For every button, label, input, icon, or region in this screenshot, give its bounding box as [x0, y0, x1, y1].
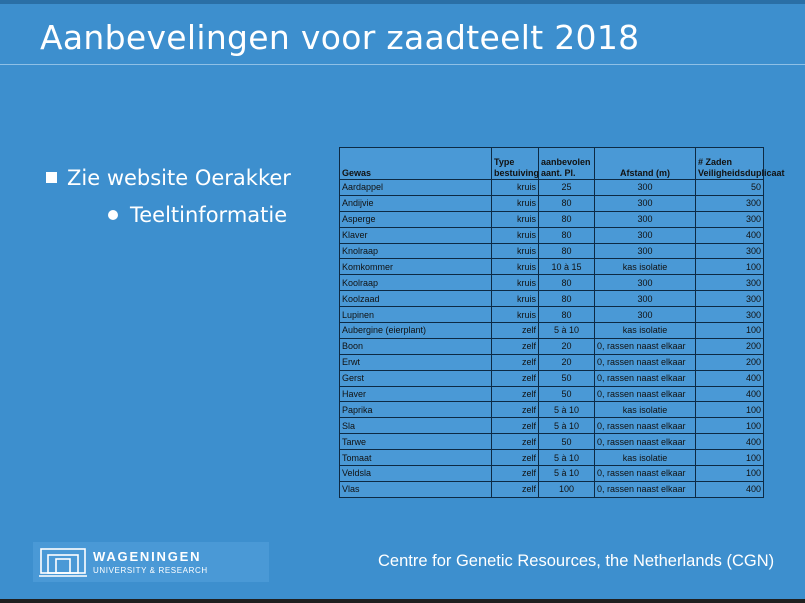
cell-afstand: 0, rassen naast elkaar	[595, 466, 696, 482]
cell-aantal: 80	[539, 291, 595, 307]
cell-bestuiving: zelf	[492, 370, 539, 386]
cell-gewas: Lupinen	[340, 307, 492, 323]
table-header-row	[340, 148, 764, 180]
logo-name: WAGENINGEN	[93, 549, 202, 564]
cell-bestuiving: zelf	[492, 450, 539, 466]
cell-aantal: 80	[539, 227, 595, 243]
cell-afstand: 0, rassen naast elkaar	[595, 481, 696, 497]
cell-aantal: 50	[539, 434, 595, 450]
cell-gewas: Aardappel	[340, 180, 492, 196]
crop-table-container	[339, 147, 785, 497]
cell-aantal: 25	[539, 180, 595, 196]
cell-gewas: Aubergine (eierplant)	[340, 323, 492, 339]
cell-aantal: 20	[539, 354, 595, 370]
cell-gewas: Boon	[340, 338, 492, 354]
cell-afstand: 0, rassen naast elkaar	[595, 418, 696, 434]
slide-bottom-border	[0, 599, 805, 603]
cell-afstand: 300	[595, 291, 696, 307]
cell-zaden: 100	[696, 466, 764, 482]
cell-afstand: 0, rassen naast elkaar	[595, 338, 696, 354]
cell-zaden: 100	[696, 402, 764, 418]
cell-afstand: kas isolatie	[595, 450, 696, 466]
cell-aantal: 80	[539, 275, 595, 291]
table-row	[340, 370, 764, 386]
cell-zaden: 300	[696, 291, 764, 307]
cell-aantal: 5 à 10	[539, 402, 595, 418]
table-row	[340, 323, 764, 339]
crop-recommendations-table	[339, 147, 785, 498]
cell-zaden: 50	[696, 180, 764, 196]
cell-afstand: 300	[595, 180, 696, 196]
cell-bestuiving: kruis	[492, 275, 539, 291]
wageningen-logo	[33, 542, 269, 582]
cell-zaden: 400	[696, 227, 764, 243]
cell-zaden: 100	[696, 259, 764, 275]
cell-bestuiving: kruis	[492, 211, 539, 227]
table-row	[340, 275, 764, 291]
cell-afstand: 0, rassen naast elkaar	[595, 434, 696, 450]
bullet-level-1	[46, 166, 291, 190]
cell-gewas: Gerst	[340, 370, 492, 386]
cell-aantal: 50	[539, 386, 595, 402]
header-aanbevolen: aanbevolen aant. Pl.	[539, 148, 595, 180]
cell-aantal: 20	[539, 338, 595, 354]
cell-zaden: 200	[696, 354, 764, 370]
cell-gewas: Erwt	[340, 354, 492, 370]
cell-bestuiving: zelf	[492, 338, 539, 354]
cell-aantal: 5 à 10	[539, 450, 595, 466]
cell-afstand: kas isolatie	[595, 402, 696, 418]
table-row	[340, 307, 764, 323]
cell-bestuiving: kruis	[492, 243, 539, 259]
cell-bestuiving: kruis	[492, 259, 539, 275]
cell-gewas: Knolraap	[340, 243, 492, 259]
table-row	[340, 481, 764, 497]
table-row	[340, 466, 764, 482]
cell-zaden: 400	[696, 386, 764, 402]
table-row	[340, 450, 764, 466]
cell-afstand: kas isolatie	[595, 259, 696, 275]
footer-text: Centre for Genetic Resources, the Netherlands (CGN)	[378, 552, 775, 570]
table-row	[340, 227, 764, 243]
cell-bestuiving: zelf	[492, 402, 539, 418]
cell-afstand: 0, rassen naast elkaar	[595, 354, 696, 370]
cell-zaden: 300	[696, 275, 764, 291]
cell-aantal: 100	[539, 481, 595, 497]
table-row	[340, 180, 764, 196]
cell-aantal: 80	[539, 195, 595, 211]
cell-afstand: 0, rassen naast elkaar	[595, 386, 696, 402]
table-row	[340, 354, 764, 370]
cell-afstand: 0, rassen naast elkaar	[595, 370, 696, 386]
round-bullet-icon	[108, 210, 118, 220]
cell-bestuiving: zelf	[492, 386, 539, 402]
table-row	[340, 338, 764, 354]
cell-gewas: Klaver	[340, 227, 492, 243]
cell-aantal: 80	[539, 307, 595, 323]
cell-zaden: 300	[696, 307, 764, 323]
cell-gewas: Asperge	[340, 211, 492, 227]
cell-gewas: Tarwe	[340, 434, 492, 450]
cell-bestuiving: zelf	[492, 434, 539, 450]
header-type-bestuiving: Type bestuiving	[492, 148, 539, 180]
cell-zaden: 200	[696, 338, 764, 354]
cell-gewas: Koolraap	[340, 275, 492, 291]
cell-afstand: 300	[595, 275, 696, 291]
cell-afstand: kas isolatie	[595, 323, 696, 339]
cell-bestuiving: kruis	[492, 195, 539, 211]
cell-zaden: 100	[696, 450, 764, 466]
cell-bestuiving: zelf	[492, 354, 539, 370]
cell-gewas: Sla	[340, 418, 492, 434]
table-row	[340, 386, 764, 402]
cell-aantal: 5 à 10	[539, 466, 595, 482]
cell-aantal: 80	[539, 211, 595, 227]
cell-bestuiving: zelf	[492, 323, 539, 339]
logo-subtitle: UNIVERSITY & RESEARCH	[93, 566, 208, 575]
header-gewas: Gewas	[340, 148, 492, 180]
cell-afstand: 300	[595, 243, 696, 259]
table-row	[340, 291, 764, 307]
cell-aantal: 5 à 10	[539, 323, 595, 339]
bullet-level-2	[108, 203, 287, 227]
table-row	[340, 211, 764, 227]
bullet-text-website: Zie website Oerakker	[67, 166, 291, 190]
cell-bestuiving: zelf	[492, 418, 539, 434]
wageningen-emblem-icon	[39, 545, 87, 579]
table-row	[340, 259, 764, 275]
cell-aantal: 10 à 15	[539, 259, 595, 275]
cell-zaden: 400	[696, 434, 764, 450]
cell-gewas: Andijvie	[340, 195, 492, 211]
cell-bestuiving: kruis	[492, 291, 539, 307]
cell-gewas: Koolzaad	[340, 291, 492, 307]
table-row	[340, 243, 764, 259]
cell-zaden: 400	[696, 370, 764, 386]
cell-aantal: 80	[539, 243, 595, 259]
table-row	[340, 402, 764, 418]
header-zaden: # Zaden Veiligheidsduplicaat	[696, 148, 764, 180]
slide-top-border	[0, 0, 805, 4]
cell-gewas: Komkommer	[340, 259, 492, 275]
cell-aantal: 5 à 10	[539, 418, 595, 434]
cell-zaden: 300	[696, 195, 764, 211]
cell-gewas: Haver	[340, 386, 492, 402]
cell-bestuiving: kruis	[492, 307, 539, 323]
cell-zaden: 100	[696, 418, 764, 434]
title-divider	[0, 64, 805, 65]
cell-afstand: 300	[595, 211, 696, 227]
table-row	[340, 195, 764, 211]
cell-bestuiving: zelf	[492, 481, 539, 497]
cell-gewas: Veldsla	[340, 466, 492, 482]
cell-afstand: 300	[595, 307, 696, 323]
cell-aantal: 50	[539, 370, 595, 386]
square-bullet-icon	[46, 172, 57, 183]
cell-zaden: 100	[696, 323, 764, 339]
slide-title: Aanbevelingen voor zaadteelt 2018	[40, 18, 640, 57]
cell-gewas: Vlas	[340, 481, 492, 497]
table-row	[340, 434, 764, 450]
cell-afstand: 300	[595, 227, 696, 243]
cell-zaden: 400	[696, 481, 764, 497]
cell-gewas: Tomaat	[340, 450, 492, 466]
cell-bestuiving: kruis	[492, 180, 539, 196]
cell-afstand: 300	[595, 195, 696, 211]
bullet-text-teeltinformatie: Teeltinformatie	[130, 203, 288, 227]
cell-bestuiving: zelf	[492, 466, 539, 482]
cell-gewas: Paprika	[340, 402, 492, 418]
cell-zaden: 300	[696, 211, 764, 227]
cell-bestuiving: kruis	[492, 227, 539, 243]
logo-wordmark	[93, 549, 208, 575]
table-row	[340, 418, 764, 434]
cell-zaden: 300	[696, 243, 764, 259]
header-afstand: Afstand (m)	[595, 148, 696, 180]
